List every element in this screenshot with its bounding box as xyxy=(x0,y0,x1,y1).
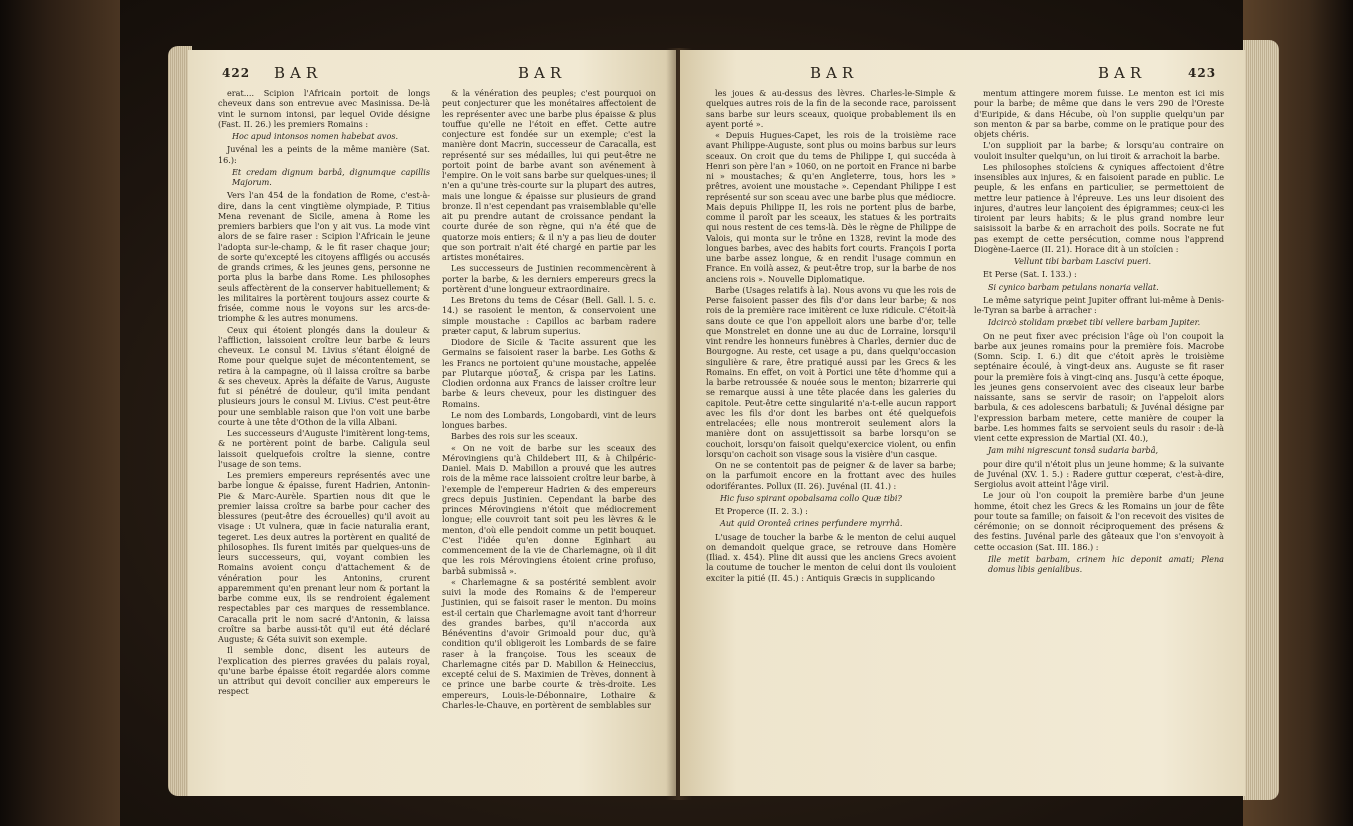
verse-quotation: Hic fuso spirant opobalsama collo Quæ tibi? xyxy=(720,492,902,503)
running-head: BAR xyxy=(1098,64,1147,82)
paragraph: Les philosophes stoïciens & cyniques affectoient d'être insensibles aux injures, & en faisoient parade en public. Le peuple, & les enfans en particulier, se permettoient de mettre leur patience à l'épreuve. Les uns leur disoient des injures, d'autres leur lançoient des épigrammes; ceux-ci les tiroient par leurs habits; & le plus grand nombre leur saisissoit la barbe & en arrachoit des poils. Socrate ne fut pas exempt de cette persécution, comme nous l'apprend Diogène-Laerce (II. 21). Horace dit à un stoïcien : xyxy=(974,161,1224,254)
paragraph: Le nom des Lombards, Longobardi, vint de leurs longues barbes. xyxy=(442,409,656,430)
paragraph: « Charlemagne & sa postérité semblent avoir suivi la mode des Romains & de l'empereur Justinien, qui se faisoit raser le menton. Du moins est-il certain que Charlemagne avoit tant d'horreur des grandes barbes, qu'il n'accorda aux Bénéventins d'avoir Grimoald pour duc, qu'à condition qu'il obligeroit les Lombards de se faire raser à la françoise. Tous les sceaux de Charlemagne cités par D. Mabillon & Heineccius, excepté celui de S. Maximien de Trèves, donnent à ce prince une barbe courte & très-droite. Les empereurs, Louis-le-Débonnaire, Lothaire & Charles-le-Chauve, en portèrent de semblables sur xyxy=(442,576,656,710)
paragraph: mentum attingere morem fuisse. Le menton est ici mis pour la barbe; de même que dans le vers 290 de l'Oreste d'Euripide, & dans Hécube, où l'on supplie quelqu'un par son menton & par sa barbe, comme on le pratique pour des objets chéris. xyxy=(974,88,1224,139)
paragraph: Les Bretons du tems de César (Bell. Gall. l. 5. c. 14.) se rasoient le menton, & conservoient une simple moustache : Capillos ac barbam radere præter caput, & labrum superius. xyxy=(442,295,656,336)
paragraph: Et Properce (II. 2. 3.) : xyxy=(715,506,808,516)
paragraph: Les premiers empereurs représentés avec une barbe longue & épaisse, furent Hadrien, Antonin-Pie & Marc-Aurèle. Spartien nous dit que le premier laissa croître sa barbe pour cacher des blessures (peut-être des écrouelles) qu'il avoit au visage : Ut vulnera, quæ in facie naturalia erant, tegeret. Les deux autres la portèrent en qualité de philosophes. Ils furent imités par quelques-uns de leurs successeurs, qui, voyant combien les Romains avoient conçu d'attachement & de vénération pour les Antonins, crurent apparemment qu'en prenant leur nom & portant la barbe comme eux, ils se rendroient également respectables par ces marques de ressemblance. Caracalla prit le nom sacré d'Antonin, & laissa croître sa barbe aussi-tôt qu'il eut été déclaré Auguste; & Géta suivit son exemple. xyxy=(218,470,430,644)
paragraph: & la vénération des peuples; c'est pourquoi on peut conjecturer que les monétaires affectoient de les représenter avec une barbe plus épaisse & plus touffue qu'elle ne l'étoit en effet. Cette autre conjecture est fondée sur un exemple; c'est la manière dont Macrin, successeur de Caracalla, est représenté sur ses médailles, lui qui peut-être ne portoit point de barbe avant son avénement à l'empire. On le voit sans barbe sur quelques-unes; il n'en a qu'une très-courte sur la plupart des autres, mais une longue & épaisse sur plusieurs de grand bronze. Il n'est cependant pas vraisemblable qu'elle ait pu prendre autant de croissance pendant la courte durée de son règne, qui n'a été que de quatorze mois entiers; & il n'y a pas lieu de douter que son portrait n'ait été chargé en partie par les artistes monétaires. xyxy=(442,88,656,262)
paragraph: Il semble donc, disent les auteurs de l'explication des pierres gravées du palais royal, qu'une barbe épaisse étoit regardée alors comme un attribut qui devoit concilier aux empereurs le respect xyxy=(218,645,430,697)
running-head: BAR xyxy=(810,64,859,82)
text-column xyxy=(706,88,956,584)
paragraph: « Depuis Hugues-Capet, les rois de la troisième race avant Philippe-Auguste, sont plus ou moins barbus sur leurs sceaux. On croit que du tems de Philippe I, qui succéda à Henri son père l'an » 1060, on ne portoit en France ni barbe ni » moustaches; & qu'en Angleterre, tous, hors les » prêtres, avoient une moustache ». Cependant Philippe I est représenté sur son sceau avec une barbe plus que médiocre. Mais depuis Philippe II, les rois ne portent plus de barbe, comme il paroît par les sceaux, les statues & les portraits qui nous restent de ces tems-là. Dès le règne de Philippe de Valois, qui monta sur le trône en 1328, revint la mode des longues barbes, avec des habits fort courts. François I porta une barbe assez longue, & en rendit l'usage commun en France. En voilà assez, & peut-être trop, sur la barbe de nos anciens rois ». Nouvelle Diplomatique. xyxy=(706,130,956,284)
verse-quotation: Aut quid Oronteâ crines perfundere myrrhâ. xyxy=(720,518,903,529)
page-number: 422 xyxy=(222,66,251,80)
verse-quotation: Et credam dignum barbâ, dignumque capillis Majorum. xyxy=(232,166,430,187)
paragraph: L'on supplioit par la barbe; & lorsqu'au contraire on vouloit insulter quelqu'un, on lui tiroit & arrachoit la barbe. xyxy=(974,140,1224,161)
paragraph: On ne peut fixer avec précision l'âge où l'on coupoit la barbe aux jeunes romains pour la première fois. Macrobe (Somn. Scip. I. 6.) dit que c'étoit après le troisième septénaire écoulé, à vingt-deux ans. Auguste se fit raser pour la première fois à vingt-cinq ans. Jusqu'à cette époque, les jeunes gens conservoient avec des ciseaux leur barbe naissante, sans se servir de rasoir; on l'appeloit alors barbula, & ces adolescens barbatuli; & Juvénal désigne par l'expression barbam metere, cette manière de couper la barbe. Les hommes faits se servoient seuls du rasoir : de-là vient cette expression de Martial (XI. 40.), xyxy=(974,330,1224,443)
paragraph: erat.... Scipion l'Africain portoit de longs cheveux dans son entrevue avec Masinissa. De-là vint le surnom intonsi, par lequel Ovide désigne (Fast. II. 26.) les premiers Romains : xyxy=(218,88,430,129)
page-edges-right xyxy=(1243,40,1279,800)
paragraph: Barbes des rois sur les sceaux. xyxy=(451,431,578,442)
page-number: 423 xyxy=(1188,66,1217,80)
paragraph: Barbe (Usages relatifs à la). Nous avons vu que les rois de Perse faisoient passer des fils d'or dans leur barbe; & nos rois de la première race imitèrent ce luxe ridicule. C'étoit-là sans doute ce que l'on appelloit alors une barbe d'or, telle que Monstrelet en donne une au duc de Lorraine, lorsqu'il vint rendre les honneurs funèbres à Charles, dernier duc de Bourgogne. Au reste, cet usage a pu, dans quelqu'occasion singulière & rare, être pratiqué aussi par les Grecs & les Romains. En effet, on voit à Portici une tête d'homme qui a la barbe retroussée & nouée sous le menton; bizarrerie qui se remarque aussi à une tête placée dans les galeries du capitole. Peut-être cette singularité n'a-t-elle aucun rapport avec les fils d'or dont les barbes ont été quelquefois entrelacées; elle nous montreroit seulement alors la manière dont on assujettissoit sa barbe lorsqu'on se couchoit, lorsqu'on faisoit quelqu'exercice violent, ou enfin lorsqu'on cachoit son visage sous la visière d'un casque. xyxy=(706,284,956,459)
paragraph: Les successeurs de Justinien recommencèrent à porter la barbe, & les derniers empereurs grecs la portèrent d'une longueur extraordinaire. xyxy=(442,263,656,294)
text-column xyxy=(442,88,656,711)
paragraph: Vers l'an 454 de la fondation de Rome, c'est-à-dire, dans la cent vingtième olympiade, P. Titius Mena revenant de Sicile, amena à Rome les premiers barbiers que l'on y ait vus. La mode vint alors de se faire raser : Scipion l'Africain le jeune l'adopta sur-le-champ, & le fit raser chaque jour; de sorte qu'excepté les citoyens affligés ou accusés de grands crimes, & les jeunes gens, personne ne porta plus la barbe dans Rome. Les philosophes seuls affectèrent de la conserver habituellement; & les militaires la portèrent toujours assez courte & frisée, comme nous le voyons sur les arcs-de-triomphe & les autres monumens. xyxy=(218,190,430,324)
paragraph: L'usage de toucher la barbe & le menton de celui auquel on demandoit quelque grace, se retrouve dans Homère (Iliad. x. 454). Pline dit aussi que les anciens Grecs avoient la coutume de toucher le menton de celui dont ils vouloient exciter la pitié (II. 45.) : Antiquis Græcis in supplicando xyxy=(706,531,956,583)
text-column xyxy=(974,88,1224,577)
book-cover-left xyxy=(0,0,120,826)
paragraph: Le jour où l'on coupoit la première barbe d'un jeune homme, étoit chez les Grecs & les Romains un jour de fête pour toute sa famille; on faisoit & l'on recevoit des visites de cérémonie; on se donnoit réciproquement des présens & des festins. Juvénal parle des gâteaux que l'on s'envoyoit à cette occasion (Sat. III. 186.) : xyxy=(974,490,1224,552)
verse-quotation: Jam mihi nigrescunt tonsâ sudaria barbâ, xyxy=(988,445,1159,456)
text-column xyxy=(218,88,430,698)
paragraph: On ne se contentoit pas de peigner & de laver sa barbe; on la parfumoit encore en la frottant avec des huiles odoriférantes. Pollux (II. 26). Juvénal (II. 41.) : xyxy=(706,460,956,491)
paragraph: Ceux qui étoient plongés dans la douleur & l'affliction, laissoient croître leur barbe & leurs cheveux. Le consul M. Livius s'étant éloigné de Rome pour quelque sujet de mécontentement, se retira à la campagne, où il laissa croître sa barbe & ses cheveux. Après la défaite de Varus, Auguste fut si pénétré de douleur, qu'il imita pendant plusieurs jours le consul M. Livius. C'est peut-être pour une semblable raison que l'on voit une barbe courte à une tête d'Othon de la villa Albani. xyxy=(218,324,430,427)
paragraph: « On ne voit de barbe sur les sceaux des Mérovingiens qu'à Childebert III, & à Chilpéric-Daniel. Mais D. Mabillon a prouvé que les autres rois de la même race laissoient croître leur barbe, à l'exemple de l'empereur Hadrien & des empereurs grecs depuis Justinien. Cependant la barbe des princes Mérovingiens n'étoit que médiocrement longue; elle couvroit tant soit peu les lèvres & le menton, d'où elle pendoit comme un petit bouquet. C'est l'idée qu'en donne Eginhart au commencement de la vie de Charlemagne, où il dit que les rois Mérovingiens étoient crine profuso, barbâ submissâ ». xyxy=(442,442,656,576)
verse-quotation: Ille metit barbam, crinem hic deponit amati; Plena domus libis genialibus. xyxy=(988,553,1224,574)
paragraph: pour dire qu'il n'étoit plus un jeune homme; & la suivante de Juvénal (XV. 1. 5.) : Radere guttur cœperat, c'est-à-dire, Sergiolus avoit atteint l'âge viril. xyxy=(974,458,1224,489)
running-head: BAR xyxy=(274,64,323,82)
paragraph: Les successeurs d'Auguste l'imitèrent long-tems, & ne portèrent point de barbe. Caligula seul laissoit quelquefois croître la sienne, contre l'usage de son tems. xyxy=(218,428,430,469)
paragraph: Diodore de Sicile & Tacite assurent que les Germains se faisoient raser la barbe. Les Goths & les Francs ne portoient qu'une moustache, appelée par Plutarque μύσταξ, & crispa par les Latins. Clodien ordonna aux Francs de laisser croître leur barbe & leurs cheveux, pour les distinguer des Romains. xyxy=(442,337,656,409)
paragraph: Juvénal les a peints de la même manière (Sat. 16.): xyxy=(218,144,430,165)
paragraph: Et Perse (Sat. I. 133.) : xyxy=(983,269,1077,280)
verse-quotation: Idcircò stolidam præbet tibi vellere barbam Jupiter. xyxy=(988,317,1201,328)
verse-quotation: Vellunt tibi barbam Lascivi pueri. xyxy=(1014,256,1152,266)
paragraph: les joues & au-dessus des lèvres. Charles-le-Simple & quelques autres rois de la fin de la seconde race, paroissent sans barbe sur leurs sceaux, quoique probablement ils en ayent porté ». xyxy=(706,88,956,129)
verse-quotation: Si cynico barbam petulans nonaria vellat. xyxy=(988,281,1159,292)
left-page xyxy=(188,50,676,796)
verse-quotation: Hoc apud intonsos nomen habebat avos. xyxy=(232,131,399,141)
running-head: BAR xyxy=(518,64,567,82)
paragraph: Le même satyrique peint Jupiter offrant lui-même à Denis-le-Tyran sa barbe à arracher : xyxy=(974,294,1224,315)
right-page xyxy=(680,50,1245,796)
